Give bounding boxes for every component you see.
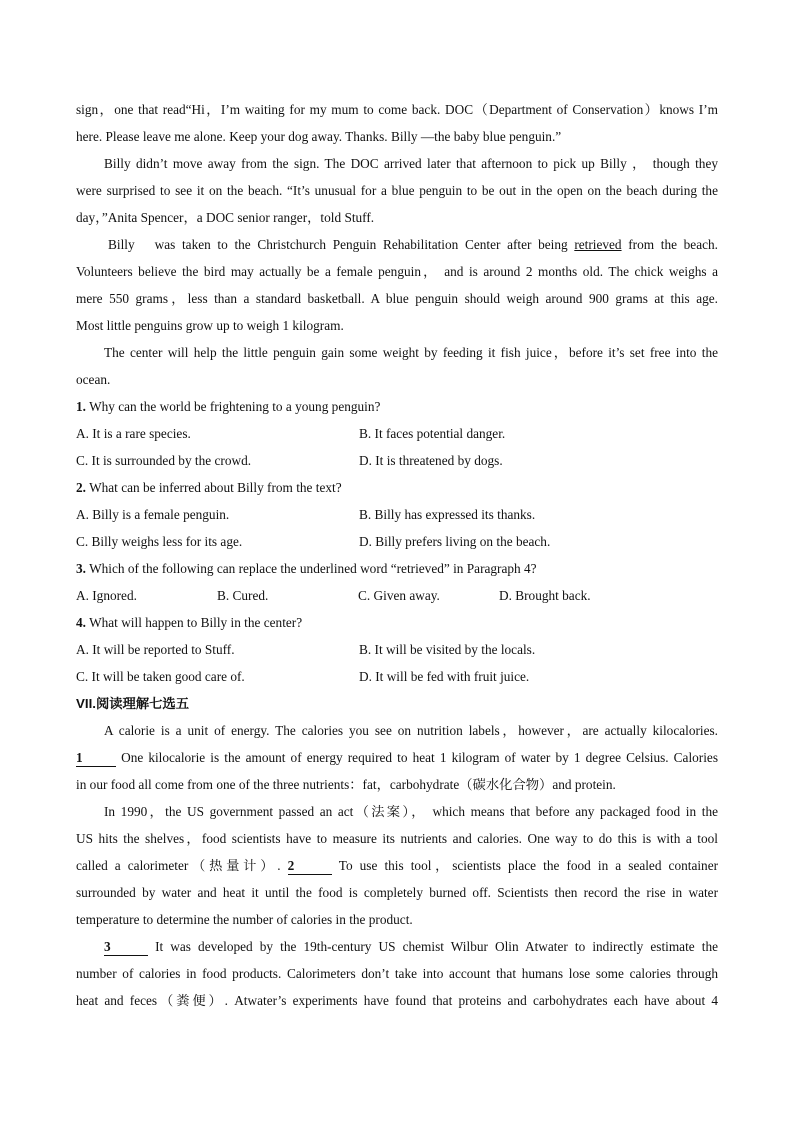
underlined-word-retrieved: retrieved [574, 237, 622, 252]
passage-line: sign，one that read“Hi，I’m waiting for my mum to come back. DOC（Department of Conservation）knows I’m [76, 102, 718, 117]
option-b: B. Billy has expressed its thanks. [359, 507, 536, 522]
passage-text: Billy [108, 237, 135, 252]
options-row [76, 636, 718, 663]
passage-line: US hits the shelves，food scientists have to measure its nutrients and calories. One way to do this is with a tool [76, 831, 718, 846]
passage-line: The center will help the little penguin gain some weight by feeding it fish juice，before it’s set free into the [104, 345, 718, 360]
options-row [76, 582, 718, 609]
passage-line: A calorie is a unit of energy. The calories you see on nutrition labels，however，are actually kilocalories. [104, 723, 718, 738]
option-b: B. It will be visited by the locals. [359, 642, 536, 657]
question-number: 2. [76, 480, 86, 495]
option-c: C. Given away. [358, 588, 440, 603]
passage-line: in our food all come from one of the three nutrients：fat，carbohydrate（碳水化合物）and protein. [76, 777, 616, 792]
options-row [76, 663, 718, 690]
option-d: D. Billy prefers living on the beach. [359, 534, 551, 549]
passage-line: surrounded by water and heat it until the food is completely burned off. Scientists then record the rise in water [76, 885, 718, 900]
blank-1: 1 [76, 750, 116, 767]
passage-line-with-blank-1 [76, 744, 718, 771]
question-1 [76, 393, 718, 420]
passage-line: temperature to determine the number of calories in the product. [76, 912, 413, 927]
question-number: 4. [76, 615, 86, 630]
passage-text: It was developed by the 19th-century US chemist Wilbur Olin Atwater to indirectly estimate the [155, 939, 718, 954]
passage-line: number of calories in food products. Calorimeters don’t take into account that humans lose some calories through [76, 966, 718, 981]
passage-paragraph-4-first-line [76, 231, 718, 258]
question-text: What will happen to Billy in the center? [89, 615, 303, 630]
passage-text: from the beach. [628, 237, 718, 252]
passage-text: To use this tool，scientists place the food in a sealed container [338, 858, 719, 873]
options-row [76, 528, 718, 555]
passage-text: was taken to the Christchurch Penguin Rehabilitation Center after being [154, 237, 568, 252]
option-c: C. It will be taken good care of. [76, 669, 245, 684]
option-c: C. Billy weighs less for its age. [76, 534, 243, 549]
option-a: A. It is a rare species. [76, 426, 191, 441]
question-3 [76, 555, 718, 582]
passage-line: ocean. [76, 372, 111, 387]
question-text: What can be inferred about Billy from the text? [89, 480, 342, 495]
options-row [76, 501, 718, 528]
option-a: A. Billy is a female penguin. [76, 507, 230, 522]
passage-line: heat and feces（粪便）. Atwater’s experiments have found that proteins and carbohydrates each have about 4 [76, 993, 718, 1008]
option-a: A. Ignored. [76, 588, 137, 603]
passage-line: here. Please leave me alone. Keep your dog away. Thanks. Billy —the baby blue penguin.” [76, 129, 562, 144]
option-c: C. It is surrounded by the crowd. [76, 453, 252, 468]
document-content [76, 96, 718, 1014]
section-heading: VII.阅读理解七选五 [76, 696, 190, 711]
passage-line: day，”Anita Spencer，a DOC senior ranger，told Stuff. [76, 210, 375, 225]
options-row [76, 447, 718, 474]
option-d: D. It is threatened by dogs. [359, 453, 503, 468]
blank-3: 3 [104, 939, 148, 956]
passage-line-with-blank-3 [76, 933, 718, 960]
passage-line: In 1990，the US government passed an act（法案）， which means that before any packaged food in the [104, 804, 718, 819]
passage-line-with-blank-2 [76, 852, 718, 879]
passage-line: Billy didn’t move away from the sign. The DOC arrived later that afternoon to pick up Billy ， though they [104, 156, 718, 171]
options-row [76, 420, 718, 447]
passage-line: Volunteers believe the bird may actually be a female penguin， and is around 2 months old. The chick weighs a [76, 264, 718, 279]
option-b: B. Cured. [217, 588, 269, 603]
option-b: B. It faces potential danger. [359, 426, 506, 441]
passage-text: called a calorimeter（热量计）. [76, 858, 281, 873]
option-d: D. It will be fed with fruit juice. [359, 669, 530, 684]
question-number: 1. [76, 399, 86, 414]
passage-text: One kilocalorie is the amount of energy required to heat 1 kilogram of water by 1 degree Celsius. Calories [121, 750, 718, 765]
blank-2: 2 [288, 858, 332, 875]
question-number: 3. [76, 561, 86, 576]
passage-line: Most little penguins grow up to weigh 1 kilogram. [76, 318, 344, 333]
option-a: A. It will be reported to Stuff. [76, 642, 235, 657]
passage-line: were surprised to see it on the beach. “It’s unusual for a blue penguin to be out in the open on the beach during the [76, 183, 718, 198]
question-2 [76, 474, 718, 501]
option-d: D. Brought back. [499, 588, 591, 603]
question-text: Which of the following can replace the underlined word “retrieved” in Paragraph 4? [89, 561, 537, 576]
question-text: Why can the world be frightening to a young penguin? [89, 399, 381, 414]
passage-line: mere 550 grams，less than a standard basketball. A blue penguin should weigh around 900 grams at this age. [76, 291, 718, 306]
question-4 [76, 609, 718, 636]
